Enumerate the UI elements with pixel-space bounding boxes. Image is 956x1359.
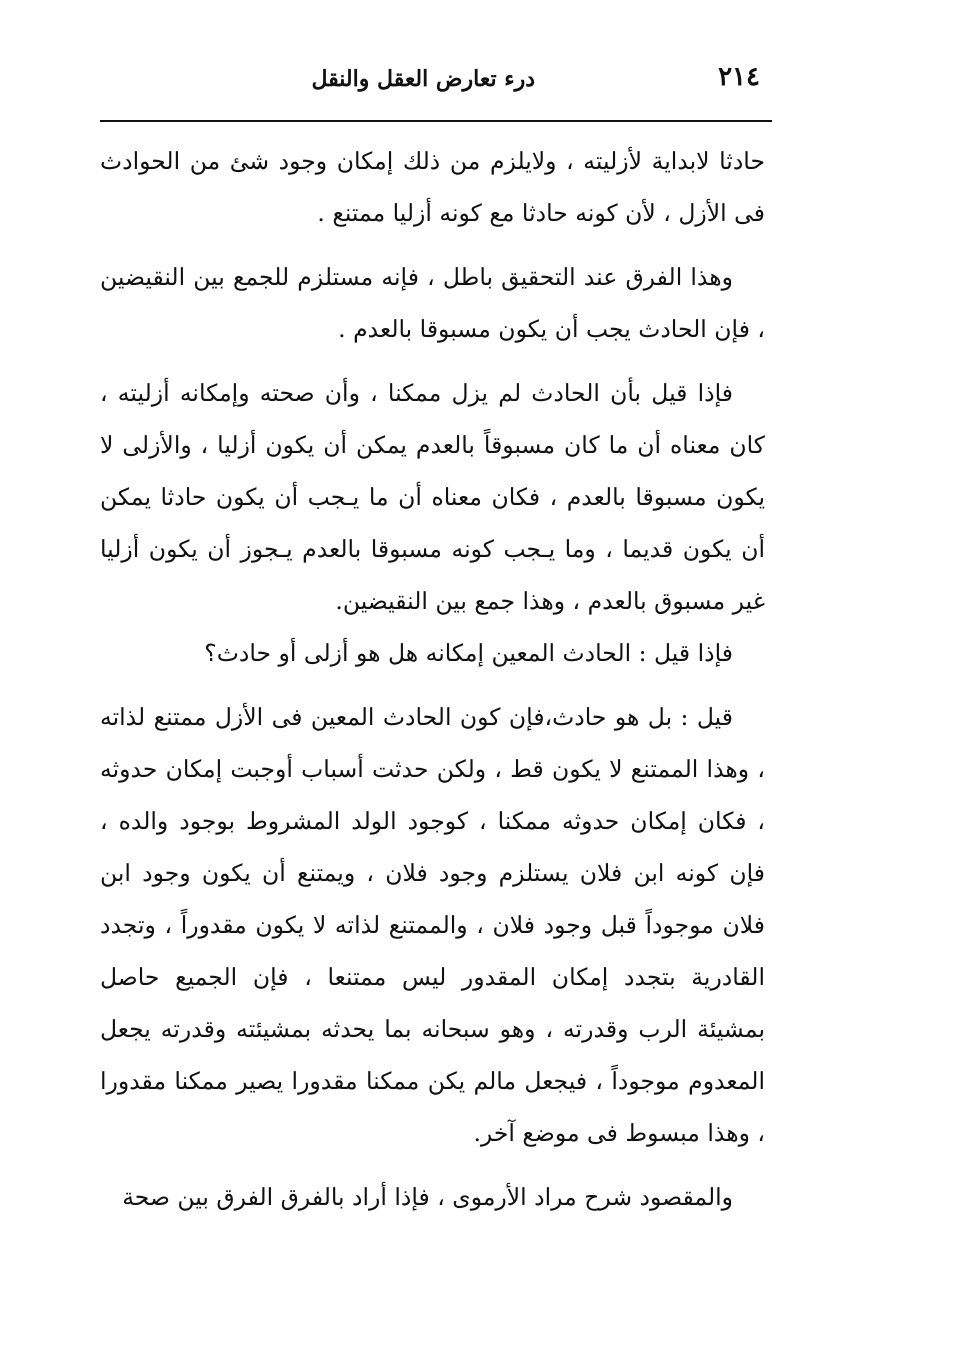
paragraph-gap	[100, 239, 765, 251]
paragraph-gap	[100, 1159, 765, 1171]
page-number: ٢١٤	[718, 62, 760, 92]
paragraph-gap	[100, 355, 765, 367]
paragraph: قيل : بل هو حادث،فإن كون الحادث المعين فى الأزل ممتنع لذاته ، وهذا الممتنع لا يكون قط ، ولكن حدثت أسباب أوجبت إمكان حدوثه ، فكان إمكان حدوثه ممكنا ، كوجود الولد المشروط بوجود والده ، فإن كونه ابن فلان يستلزم وجود فلان ، ويمتنع أن يكون وجود ابن فلان موجوداً قبل وجود فلان ، والممتنع لذاته لا يكون مقدوراً ، وتجدد القادرية بتجدد إمكان المقدور ليس ممتنعا ، فإن الجميع حاصل بمشيئة الرب وقدرته ، وهو سبحانه بما يحدثه بمشيئته وقدرته يجعل المعدوم موجوداً ، فيجعل مالم يكن ممكنا مقدورا يصير ممكنا مقدورا ، وهذا مبسوط فى موضع آخر.	[100, 703, 765, 1147]
book-title: درء تعارض العقل والنقل	[311, 66, 535, 92]
paragraph-gap	[100, 679, 765, 691]
paragraph: فإذا قيل بأن الحادث لم يزل ممكنا ، وأن صحته وإمكانه أزليته ، كان معناه أن ما كان مسبوقاً بالعدم يمكن أن يكون أزليا ، والأزلى لا يكون مسبوقا بالعدم ، فكان معناه أن ما يـجب أن يكون حادثا يمكن أن يكون قديما ، وما يـجب كونه مسبوقا بالعدم يـجوز أن يكون أزليا غير مسبوق بالعدم ، وهذا جمع بين النقيضين.	[100, 379, 765, 615]
running-header	[100, 58, 770, 110]
header-divider	[100, 120, 772, 122]
paragraph: وهذا الفرق عند التحقيق باطل ، فإنه مستلزم للجمع بين النقيضين ، فإن الحادث يجب أن يكون مسبوقا بالعدم .	[100, 263, 765, 343]
paragraph: والمقصود شرح مراد الأرموى ، فإذا أراد بالفرق الفرق بين صحة	[122, 1183, 733, 1211]
paragraph: حادثا لابداية لأزليته ، ولايلزم من ذلك إمكان وجود شئ من الحوادث فى الأزل ، لأن كونه حادثا مع كونه أزليا ممتنع .	[100, 147, 765, 227]
paragraph: فإذا قيل : الحادث المعين إمكانه هل هو أزلى أو حادث؟	[204, 639, 733, 667]
body-text	[100, 135, 765, 1223]
